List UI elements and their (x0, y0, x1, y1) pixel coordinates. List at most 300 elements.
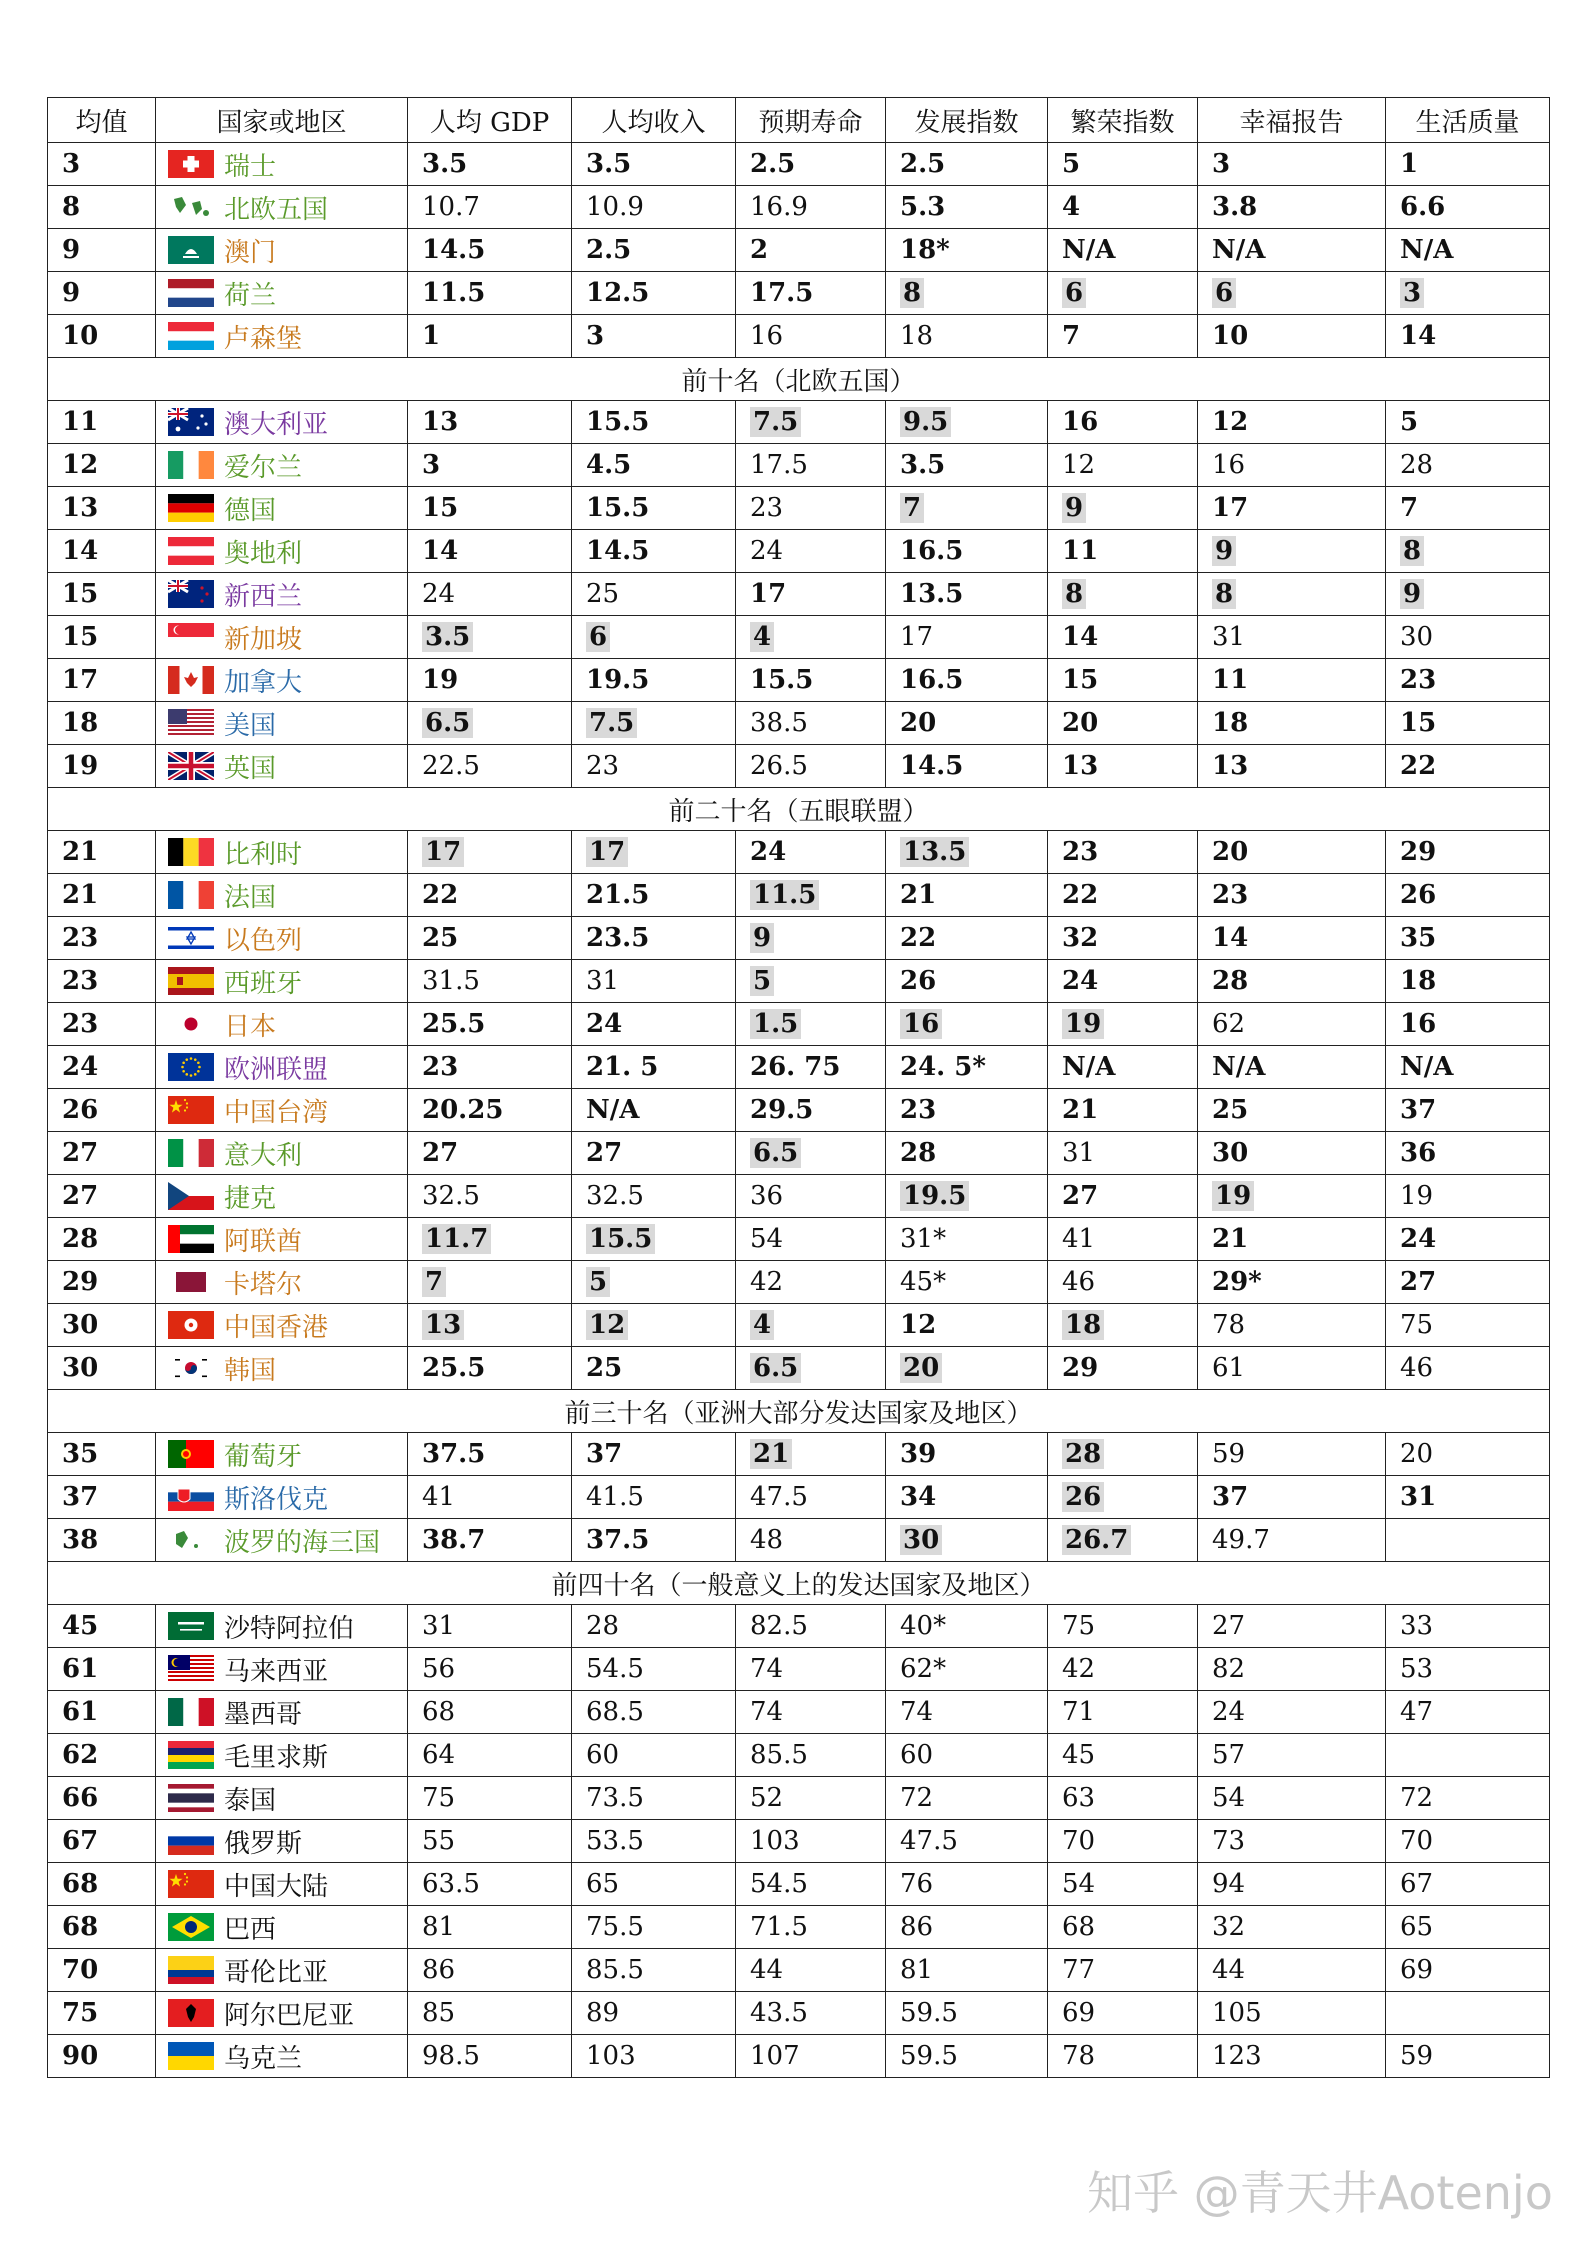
quality-cell (1386, 1218, 1550, 1261)
my-flag-icon (168, 1655, 214, 1683)
country-name: 美国 (224, 710, 277, 741)
quality-cell (1386, 186, 1550, 229)
quality-cell (1386, 143, 1550, 186)
hdi-cell (886, 1992, 1048, 2035)
cell-value: 19 (1400, 1181, 1434, 1211)
table-row (48, 1089, 1550, 1132)
cell-value: 14 (1400, 321, 1437, 351)
prosperity-cell (1048, 487, 1198, 530)
cell-value: 103 (750, 1826, 800, 1856)
cell-value: N/A (586, 1095, 640, 1125)
cell-value: 19.5 (900, 1181, 969, 1211)
happiness-cell (1198, 143, 1386, 186)
happiness-cell (1198, 401, 1386, 444)
cell-value: 24 (1400, 1224, 1437, 1254)
life-cell (736, 1519, 886, 1562)
hdi-cell (886, 1003, 1048, 1046)
gdp-cell (408, 1777, 572, 1820)
life-cell (736, 315, 886, 358)
hdi-cell (886, 659, 1048, 702)
cell-value: 24 (586, 1009, 623, 1039)
ie-flag-icon (168, 451, 214, 479)
hdi-cell (886, 1820, 1048, 1863)
country-cell (156, 1089, 408, 1132)
quality-cell (1386, 1003, 1550, 1046)
cell-value: 32.5 (422, 1181, 480, 1211)
avg-cell: 23 (48, 1003, 156, 1046)
quality-cell (1386, 745, 1550, 788)
avg-cell: 29 (48, 1261, 156, 1304)
life-cell (736, 1132, 886, 1175)
cell-value: 14 (422, 536, 459, 566)
cell-value: 107 (750, 2041, 800, 2071)
prosperity-cell (1048, 1691, 1198, 1734)
avg-cell: 61 (48, 1648, 156, 1691)
country-name: 卡塔尔 (224, 1269, 303, 1300)
income-cell (572, 315, 736, 358)
header-happiness: 幸福报告 (1198, 98, 1386, 143)
cell-value: 56 (422, 1654, 456, 1684)
country-name: 中国大陆 (224, 1871, 329, 1902)
hk-flag-icon (168, 1311, 214, 1339)
country-cell (156, 1863, 408, 1906)
gdp-cell (408, 2035, 572, 2078)
avg-cell: 21 (48, 874, 156, 917)
hdi-cell (886, 1218, 1048, 1261)
cell-value: 24. 5* (900, 1052, 986, 1082)
cell-value: 86 (900, 1912, 934, 1942)
cell-value: 41.5 (586, 1482, 644, 1512)
cell-value: 23 (1212, 880, 1249, 910)
avg-cell: 13 (48, 487, 156, 530)
happiness-cell (1198, 1777, 1386, 1820)
quality-cell (1386, 401, 1550, 444)
income-cell (572, 487, 736, 530)
cell-value: 6.5 (422, 708, 473, 738)
cell-value: 37 (586, 1439, 623, 1469)
country-cell (156, 1648, 408, 1691)
happiness-cell (1198, 1046, 1386, 1089)
happiness-cell (1198, 1691, 1386, 1734)
gdp-cell (408, 1218, 572, 1261)
cell-value: 7 (900, 493, 924, 523)
country-name: 俄罗斯 (224, 1828, 303, 1859)
cell-value: 28 (900, 1138, 937, 1168)
cell-value: 24 (422, 579, 456, 609)
happiness-cell (1198, 1218, 1386, 1261)
cell-value: 10 (1212, 321, 1249, 351)
cell-value: 23 (1062, 837, 1099, 867)
cell-value: 1 (1400, 149, 1419, 179)
cell-value: 27 (1400, 1267, 1437, 1297)
gdp-cell (408, 1863, 572, 1906)
cell-value: 47.5 (750, 1482, 808, 1512)
cell-value: 28 (1062, 1439, 1104, 1469)
cell-value: 54 (1062, 1869, 1096, 1899)
quality-cell (1386, 2035, 1550, 2078)
nordic-flag-icon (168, 193, 214, 221)
country-cell (156, 573, 408, 616)
gdp-cell (408, 1046, 572, 1089)
prosperity-cell (1048, 1992, 1198, 2035)
cell-value: 17 (422, 837, 464, 867)
gdp-cell (408, 315, 572, 358)
life-cell (736, 1175, 886, 1218)
cell-value: 42 (750, 1267, 784, 1297)
income-cell (572, 1261, 736, 1304)
country-name: 英国 (224, 753, 277, 784)
cell-value: 16 (1062, 407, 1099, 437)
gdp-cell (408, 1347, 572, 1390)
cell-value: 12.5 (586, 278, 650, 308)
cell-value: 4 (750, 1310, 774, 1340)
prosperity-cell (1048, 573, 1198, 616)
cell-value: 16 (1212, 450, 1246, 480)
life-cell (736, 1777, 886, 1820)
country-name: 波罗的海三国 (224, 1527, 381, 1558)
life-cell (736, 229, 886, 272)
cell-value: 63.5 (422, 1869, 480, 1899)
cell-value: 25 (422, 923, 459, 953)
hdi-cell (886, 1175, 1048, 1218)
life-cell (736, 1304, 886, 1347)
cell-value: 23.5 (586, 923, 650, 953)
cell-value: 25 (586, 1353, 623, 1383)
avg-cell: 14 (48, 530, 156, 573)
table-row (48, 1906, 1550, 1949)
cell-value: 27 (422, 1138, 459, 1168)
cell-value: 12 (1062, 450, 1096, 480)
cell-value: 54.5 (750, 1869, 808, 1899)
cell-value: 3.8 (1212, 192, 1258, 222)
hdi-cell (886, 315, 1048, 358)
cell-value: 44 (1212, 1955, 1246, 1985)
cell-value: 40* (900, 1611, 947, 1641)
cell-value: N/A (1400, 235, 1454, 265)
income-cell (572, 831, 736, 874)
cell-value: 123 (1212, 2041, 1262, 2071)
avg-cell: 68 (48, 1863, 156, 1906)
cell-value: 24 (1062, 966, 1099, 996)
hdi-cell (886, 530, 1048, 573)
table-row (48, 229, 1550, 272)
quality-cell (1386, 1605, 1550, 1648)
happiness-cell (1198, 1003, 1386, 1046)
life-cell (736, 1906, 886, 1949)
prosperity-cell (1048, 1089, 1198, 1132)
cell-value: 11.5 (750, 880, 819, 910)
table-row (48, 2035, 1550, 2078)
mo-flag-icon (168, 236, 214, 264)
country-cell (156, 745, 408, 788)
income-cell (572, 960, 736, 1003)
header-row (48, 98, 1550, 143)
cell-value: 18 (1400, 966, 1437, 996)
quality-cell (1386, 1519, 1550, 1562)
avg-cell: 12 (48, 444, 156, 487)
cell-value: 82.5 (750, 1611, 808, 1641)
cell-value: 59.5 (900, 2041, 958, 2071)
cell-value: 15 (422, 493, 459, 523)
country-name: 韩国 (224, 1355, 277, 1386)
cell-value: 82 (1212, 1654, 1246, 1684)
cell-value: 65 (1400, 1912, 1434, 1942)
gdp-cell (408, 1648, 572, 1691)
country-name: 中国台湾 (224, 1097, 329, 1128)
cell-value: 69 (1400, 1955, 1434, 1985)
gdp-cell (408, 229, 572, 272)
table-row (48, 1949, 1550, 1992)
income-cell (572, 530, 736, 573)
section-separator (48, 788, 1550, 831)
cell-value: 2.5 (900, 149, 946, 179)
ae-flag-icon (168, 1225, 214, 1253)
country-cell (156, 487, 408, 530)
quality-cell (1386, 530, 1550, 573)
quality-cell (1386, 1433, 1550, 1476)
cell-value: 71.5 (750, 1912, 808, 1942)
hdi-cell (886, 1433, 1048, 1476)
avg-cell: 28 (48, 1218, 156, 1261)
quality-cell (1386, 616, 1550, 659)
table-row (48, 1046, 1550, 1089)
fr-flag-icon (168, 881, 214, 909)
quality-cell (1386, 1347, 1550, 1390)
income-cell (572, 272, 736, 315)
cell-value: 4 (750, 622, 774, 652)
cell-value: 15.5 (586, 1224, 655, 1254)
section-label: 前四十名（一般意义上的发达国家及地区） (48, 1562, 1550, 1605)
cell-value: 41 (1062, 1224, 1096, 1254)
country-name: 阿尔巴尼亚 (224, 2000, 355, 2031)
gdp-cell (408, 530, 572, 573)
quality-cell (1386, 1777, 1550, 1820)
gdp-cell (408, 1691, 572, 1734)
cell-value: 78 (1062, 2041, 1096, 2071)
country-cell (156, 229, 408, 272)
hdi-cell (886, 1304, 1048, 1347)
life-cell (736, 1863, 886, 1906)
cell-value: 45 (1062, 1740, 1096, 1770)
prosperity-cell (1048, 1261, 1198, 1304)
life-cell (736, 1734, 886, 1777)
hdi-cell (886, 573, 1048, 616)
prosperity-cell (1048, 1175, 1198, 1218)
cell-value: 17 (900, 622, 934, 652)
header-hdi: 发展指数 (886, 98, 1048, 143)
header-quality: 生活质量 (1386, 98, 1550, 143)
cell-value: 13 (1212, 751, 1249, 781)
cell-value: 10.9 (586, 192, 644, 222)
life-cell (736, 1046, 886, 1089)
cell-value: 28 (1400, 450, 1434, 480)
cell-value: 31 (1212, 622, 1246, 652)
gdp-cell (408, 1734, 572, 1777)
quality-cell (1386, 1089, 1550, 1132)
gdp-cell (408, 1175, 572, 1218)
cell-value: 13.5 (900, 837, 969, 867)
country-cell (156, 960, 408, 1003)
cell-value: 61 (1212, 1353, 1246, 1383)
cell-value: 3.5 (900, 450, 946, 480)
cell-value: 9 (1212, 536, 1236, 566)
cell-value: 11 (1212, 665, 1249, 695)
cell-value: 22 (1062, 880, 1099, 910)
cell-value: 20 (1400, 1439, 1434, 1469)
income-cell (572, 1003, 736, 1046)
happiness-cell (1198, 1734, 1386, 1777)
cell-value: N/A (1062, 235, 1116, 265)
eu-flag-icon (168, 1053, 214, 1081)
hdi-cell (886, 143, 1048, 186)
avg-cell: 21 (48, 831, 156, 874)
country-cell (156, 315, 408, 358)
prosperity-cell (1048, 1218, 1198, 1261)
cell-value: 89 (586, 1998, 620, 2028)
cell-value: 59.5 (900, 1998, 958, 2028)
happiness-cell (1198, 702, 1386, 745)
cell-value: 38.7 (422, 1525, 486, 1555)
cell-value: 14.5 (586, 536, 650, 566)
gdp-cell (408, 1261, 572, 1304)
happiness-cell (1198, 1863, 1386, 1906)
income-cell (572, 143, 736, 186)
header-income: 人均收入 (572, 98, 736, 143)
prosperity-cell (1048, 1519, 1198, 1562)
cell-value: 15 (1400, 708, 1437, 738)
cell-value: 18 (1212, 708, 1249, 738)
br-flag-icon (168, 1913, 214, 1941)
gdp-cell (408, 1003, 572, 1046)
income-cell (572, 745, 736, 788)
prosperity-cell (1048, 616, 1198, 659)
life-cell (736, 401, 886, 444)
cell-value: 4.5 (586, 450, 632, 480)
cell-value: 1 (422, 321, 441, 351)
table-row (48, 1519, 1550, 1562)
life-cell (736, 487, 886, 530)
country-cell (156, 917, 408, 960)
prosperity-cell (1048, 272, 1198, 315)
cell-value: 16 (750, 321, 784, 351)
cell-value: 74 (750, 1654, 784, 1684)
gdp-cell (408, 1519, 572, 1562)
cell-value: 13 (1062, 751, 1099, 781)
cell-value: 12 (1212, 407, 1249, 437)
cell-value: 15 (1062, 665, 1099, 695)
prosperity-cell (1048, 1304, 1198, 1347)
prosperity-cell (1048, 702, 1198, 745)
country-cell (156, 1734, 408, 1777)
prosperity-cell (1048, 1820, 1198, 1863)
happiness-cell (1198, 874, 1386, 917)
cell-value: 37.5 (422, 1439, 486, 1469)
cell-value: 24 (1212, 1697, 1246, 1727)
prosperity-cell (1048, 1003, 1198, 1046)
quality-cell (1386, 1906, 1550, 1949)
life-cell (736, 573, 886, 616)
gdp-cell (408, 487, 572, 530)
cell-value: 85 (422, 1998, 456, 2028)
prosperity-cell (1048, 1906, 1198, 1949)
de-flag-icon (168, 494, 214, 522)
cell-value: 65 (586, 1869, 620, 1899)
cell-value: 46 (1400, 1353, 1434, 1383)
cell-value: 18 (900, 321, 934, 351)
cell-value: 23 (586, 751, 620, 781)
income-cell (572, 874, 736, 917)
income-cell (572, 1605, 736, 1648)
country-cell (156, 1046, 408, 1089)
ranking-table (47, 97, 1550, 2078)
country-name: 爱尔兰 (224, 452, 303, 483)
life-cell (736, 1648, 886, 1691)
cell-value: 31 (1400, 1482, 1437, 1512)
cell-value: 38.5 (750, 708, 808, 738)
cell-value: 8 (900, 278, 924, 308)
prosperity-cell (1048, 401, 1198, 444)
life-cell (736, 874, 886, 917)
cell-value: 15.5 (586, 407, 650, 437)
quality-cell (1386, 1304, 1550, 1347)
quality-cell (1386, 315, 1550, 358)
th-flag-icon (168, 1784, 214, 1812)
cell-value: 17 (1212, 493, 1249, 523)
country-cell (156, 186, 408, 229)
cell-value: 17.5 (750, 450, 808, 480)
avg-cell: 45 (48, 1605, 156, 1648)
hdi-cell (886, 960, 1048, 1003)
country-name: 澳大利亚 (224, 409, 329, 440)
table-row (48, 874, 1550, 917)
income-cell (572, 1218, 736, 1261)
income-cell (572, 1347, 736, 1390)
life-cell (736, 444, 886, 487)
happiness-cell (1198, 659, 1386, 702)
happiness-cell (1198, 1820, 1386, 1863)
life-cell (736, 1992, 886, 2035)
country-cell (156, 659, 408, 702)
country-cell (156, 1906, 408, 1949)
ua-flag-icon (168, 2042, 214, 2070)
quality-cell (1386, 573, 1550, 616)
cell-value: 3 (422, 450, 441, 480)
prosperity-cell (1048, 229, 1198, 272)
income-cell (572, 1992, 736, 2035)
cell-value: 23 (1400, 665, 1437, 695)
cell-value: 16 (900, 1009, 942, 1039)
hdi-cell (886, 1132, 1048, 1175)
country-cell (156, 1476, 408, 1519)
avg-cell: 9 (48, 229, 156, 272)
cell-value: 67 (1400, 1869, 1434, 1899)
cell-value: 7 (1400, 493, 1419, 523)
table-row (48, 616, 1550, 659)
cell-value: 29 (1062, 1353, 1099, 1383)
avg-cell: 61 (48, 1691, 156, 1734)
section-label: 前十名（北欧五国） (48, 358, 1550, 401)
country-name: 墨西哥 (224, 1699, 303, 1730)
cell-value: 14 (1062, 622, 1099, 652)
country-cell (156, 143, 408, 186)
quality-cell (1386, 1734, 1550, 1777)
country-cell (156, 1218, 408, 1261)
table-row (48, 1648, 1550, 1691)
cell-value: 20 (1062, 708, 1099, 738)
table-row (48, 960, 1550, 1003)
country-name: 奥地利 (224, 538, 303, 569)
cell-value: 36 (750, 1181, 784, 1211)
